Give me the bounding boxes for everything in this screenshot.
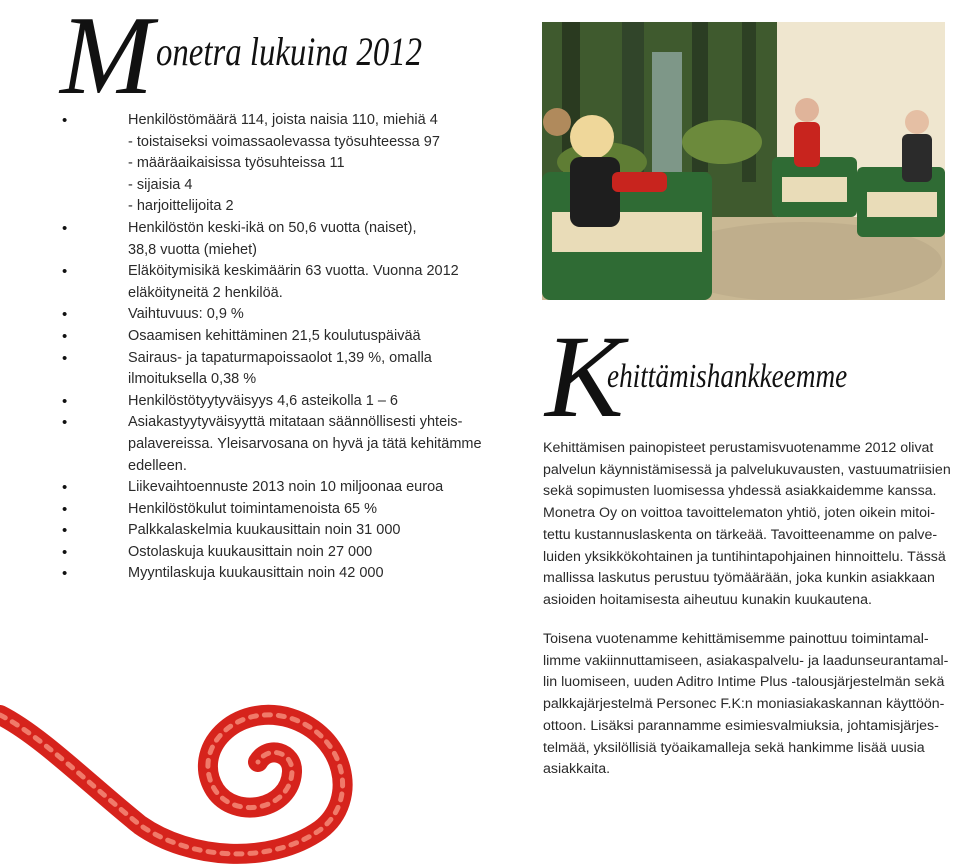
- bullet-continuation: - harjoittelijoita 2: [128, 198, 234, 215]
- bullet-continuation: eläköityneitä 2 henkilöä.: [128, 284, 283, 301]
- paragraph-line: asioiden hoitamisesta aiheutuu kunakin kuukautena.: [543, 591, 872, 608]
- red-rope-illustration: [0, 640, 360, 868]
- bullet-item: • Henkilöstökulut toimintamenoista 65 %: [62, 499, 482, 521]
- title-rest-right: ehittämishankkeemme: [607, 358, 848, 395]
- photo-illustration: [542, 22, 945, 300]
- title-initial-m: M: [60, 0, 154, 118]
- paragraph-line: mallissa laskutus perustuu työmäärään, joka kunkin asiakkaan: [543, 570, 935, 587]
- meeting-room-photo: [542, 22, 945, 300]
- bullet-item: • Henkilöstömäärä 114, joista naisia 110, miehiä 4: [62, 110, 482, 132]
- title-rest: onetra lukuina 2012: [156, 29, 423, 74]
- bullet-item: • Osaamisen kehittäminen 21,5 koulutuspäivää: [62, 326, 482, 348]
- paragraph-line: Toisena vuotenamme kehittämisemme painottuu toimintamal-: [543, 631, 929, 647]
- kehittamishankkeemme-heading: [545, 311, 955, 442]
- bullet-item: • Henkilöstötyytyväisyys 4,6 asteikolla 1 – 6: [62, 391, 482, 413]
- monetra-lukuina-heading: [60, 0, 500, 118]
- title-initial-k: K: [545, 311, 624, 442]
- paragraph-line: limme vakiinnuttamiseen, asiakaspalvelu- ja laadunseurantamal-: [543, 652, 949, 669]
- paragraph-line: Kehittämisen painopisteet perustamisvuotenamme 2012 olivat: [543, 440, 934, 456]
- paragraph-line: sekä sopimusten luomisessa yhdessä asiakkaidemme kanssa.: [543, 483, 937, 500]
- bullet-item: • Ostolaskuja kuukausittain noin 27 000: [62, 542, 482, 564]
- bullet-item: • Myyntilaskuja kuukausittain noin 42 000: [62, 563, 482, 585]
- bullet-item: • Eläköitymisikä keskimäärin 63 vuotta. Vuonna 2012: [62, 261, 482, 283]
- bullet-continuation: palavereissa. Yleisarvosana on hyvä ja tätä kehitämme: [128, 435, 482, 452]
- bullet-item: • Palkkalaskelmia kuukausittain noin 31 000: [62, 520, 482, 542]
- paragraph-line: asiakkaita.: [543, 761, 611, 778]
- paragraph-development-focus: [543, 438, 958, 612]
- paragraph-line: tettu kustannuslaskenta on tärkeää. Tavoitteenamme on palve-: [543, 526, 938, 543]
- paragraph-line: telmää, yksilöllisiä työaikamalleja sekä hankimme lisää uusia: [543, 739, 925, 756]
- paragraph-line: palvelun käynnistämisessä ja palvelukuvausten, vastuumatriisien: [543, 461, 951, 478]
- bullet-continuation: ilmoituksella 0,38 %: [128, 371, 257, 388]
- bullet-item: • Asiakastyytyväisyyttä mitataan säännöllisesti yhteis-: [62, 412, 482, 434]
- paragraph-line: ottoon. Lisäksi parannamme esimiesvalmiuksia, johtamisjärjes-: [543, 717, 939, 734]
- bullet-item: • Henkilöstön keski-ikä on 50,6 vuotta (naiset),: [62, 218, 482, 240]
- paragraph-line: Monetra Oy on voittoa tavoittelematon yhtiö, joten oikein mitoi-: [543, 505, 935, 522]
- bullet-continuation: - toistaiseksi voimassaolevassa työsuhteessa 97: [128, 133, 440, 150]
- key-figures-list: [62, 110, 482, 585]
- bullet-continuation: 38,8 vuotta (miehet): [128, 241, 257, 258]
- paragraph-line: luiden yksikkökohtainen ja tuntihintapohjainen hinnoittelu. Tässä: [543, 548, 946, 565]
- paragraph-second-year: [543, 629, 958, 781]
- paragraph-line: lin luomiseen, uuden Aditro Intime Plus -talousjärjestelmän sekä: [543, 674, 945, 691]
- bullet-continuation: edelleen.: [128, 457, 187, 474]
- bullet-continuation: - määräaikaisissa työsuhteissa 11: [128, 155, 345, 172]
- paragraph-line: palkkajärjestelmä Personec F.K:n moniasiakaskannan käyttöön-: [543, 696, 945, 713]
- bullet-item: • Vaihtuvuus: 0,9 %: [62, 304, 482, 326]
- bullet-item: • Sairaus- ja tapaturmapoissaolot 1,39 %, omalla: [62, 348, 482, 370]
- bullet-item: • Liikevaihtoennuste 2013 noin 10 miljoonaa euroa: [62, 477, 482, 499]
- bullet-continuation: - sijaisia 4: [128, 176, 193, 193]
